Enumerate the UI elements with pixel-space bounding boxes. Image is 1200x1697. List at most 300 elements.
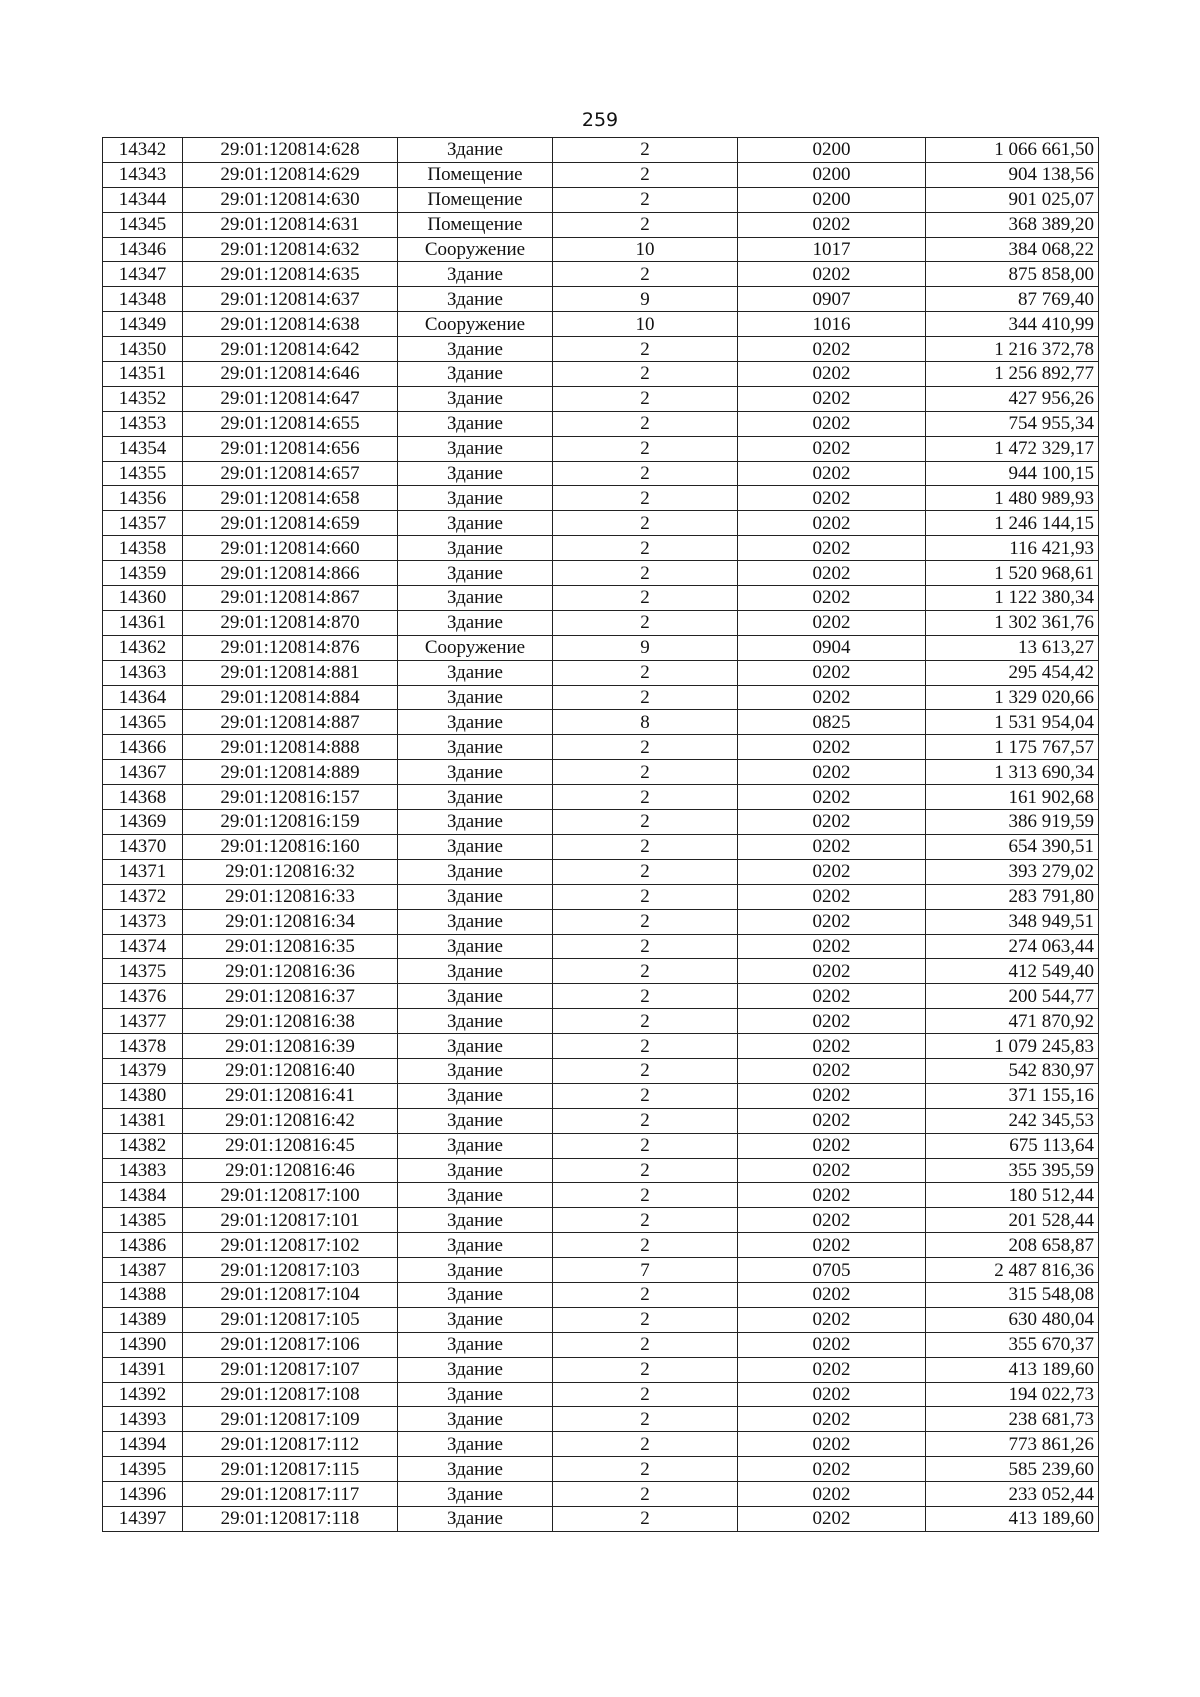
cadastral-value-cell: 904 138,56 xyxy=(926,162,1099,187)
code-cell: 0202 xyxy=(738,735,926,760)
table-row xyxy=(103,386,1099,411)
cadastral-number-cell: 29:01:120816:157 xyxy=(183,785,398,810)
cadastral-number-cell: 29:01:120814:638 xyxy=(183,312,398,337)
code-cell: 1017 xyxy=(738,237,926,262)
code-cell: 0202 xyxy=(738,834,926,859)
cadastral-value-cell: 238 681,73 xyxy=(926,1407,1099,1432)
cadastral-number-cell: 29:01:120814:876 xyxy=(183,635,398,660)
cadastral-number-cell: 29:01:120817:106 xyxy=(183,1332,398,1357)
table-row xyxy=(103,561,1099,586)
cadastral-number-cell: 29:01:120814:647 xyxy=(183,386,398,411)
object-type-cell: Здание xyxy=(398,610,553,635)
row-number-cell: 14386 xyxy=(103,1233,183,1258)
cadastral-number-cell: 29:01:120817:103 xyxy=(183,1258,398,1283)
cadastral-number-cell: 29:01:120816:159 xyxy=(183,810,398,835)
table-row xyxy=(103,237,1099,262)
row-number-cell: 14371 xyxy=(103,859,183,884)
code-cell: 0202 xyxy=(738,536,926,561)
group-cell: 2 xyxy=(553,959,738,984)
table-row xyxy=(103,312,1099,337)
object-type-cell: Здание xyxy=(398,884,553,909)
object-type-cell: Здание xyxy=(398,1108,553,1133)
object-type-cell: Здание xyxy=(398,984,553,1009)
row-number-cell: 14374 xyxy=(103,934,183,959)
group-cell: 2 xyxy=(553,660,738,685)
cadastral-value-cell: 654 390,51 xyxy=(926,834,1099,859)
table-row xyxy=(103,162,1099,187)
table-row xyxy=(103,909,1099,934)
row-number-cell: 14360 xyxy=(103,586,183,611)
cadastral-value-cell: 368 389,20 xyxy=(926,212,1099,237)
cadastral-value-cell: 242 345,53 xyxy=(926,1108,1099,1133)
cadastral-value-cell: 773 861,26 xyxy=(926,1432,1099,1457)
row-number-cell: 14369 xyxy=(103,810,183,835)
code-cell: 0202 xyxy=(738,884,926,909)
code-cell: 0202 xyxy=(738,1506,926,1531)
cadastral-value-cell: 194 022,73 xyxy=(926,1382,1099,1407)
table-row xyxy=(103,287,1099,312)
cadastral-value-cell: 875 858,00 xyxy=(926,262,1099,287)
group-cell: 2 xyxy=(553,1307,738,1332)
table-row xyxy=(103,610,1099,635)
code-cell: 0200 xyxy=(738,162,926,187)
code-cell: 0202 xyxy=(738,511,926,536)
cadastral-number-cell: 29:01:120814:628 xyxy=(183,138,398,163)
cadastral-value-cell: 393 279,02 xyxy=(926,859,1099,884)
group-cell: 2 xyxy=(553,262,738,287)
code-cell: 0202 xyxy=(738,1357,926,1382)
code-cell: 0202 xyxy=(738,1382,926,1407)
row-number-cell: 14375 xyxy=(103,959,183,984)
cadastral-value-cell: 585 239,60 xyxy=(926,1457,1099,1482)
row-number-cell: 14363 xyxy=(103,660,183,685)
cadastral-number-cell: 29:01:120817:102 xyxy=(183,1233,398,1258)
cadastral-value-cell: 355 395,59 xyxy=(926,1158,1099,1183)
cadastral-value-cell: 1 066 661,50 xyxy=(926,138,1099,163)
group-cell: 2 xyxy=(553,1382,738,1407)
group-cell: 2 xyxy=(553,1457,738,1482)
object-type-cell: Здание xyxy=(398,561,553,586)
cadastral-value-cell: 1 246 144,15 xyxy=(926,511,1099,536)
code-cell: 0202 xyxy=(738,486,926,511)
row-number-cell: 14346 xyxy=(103,237,183,262)
table-row xyxy=(103,1357,1099,1382)
row-number-cell: 14366 xyxy=(103,735,183,760)
group-cell: 2 xyxy=(553,1357,738,1382)
group-cell: 2 xyxy=(553,610,738,635)
table-row xyxy=(103,1208,1099,1233)
object-type-cell: Здание xyxy=(398,1233,553,1258)
cadastral-number-cell: 29:01:120816:34 xyxy=(183,909,398,934)
code-cell: 0202 xyxy=(738,685,926,710)
cadastral-value-cell: 233 052,44 xyxy=(926,1482,1099,1507)
group-cell: 2 xyxy=(553,212,738,237)
table-row xyxy=(103,511,1099,536)
code-cell: 0202 xyxy=(738,1009,926,1034)
object-type-cell: Здание xyxy=(398,1482,553,1507)
row-number-cell: 14378 xyxy=(103,1034,183,1059)
row-number-cell: 14393 xyxy=(103,1407,183,1432)
table-row xyxy=(103,1083,1099,1108)
cadastral-number-cell: 29:01:120814:632 xyxy=(183,237,398,262)
table-row xyxy=(103,1009,1099,1034)
group-cell: 2 xyxy=(553,834,738,859)
cadastral-value-cell: 427 956,26 xyxy=(926,386,1099,411)
table-row xyxy=(103,1158,1099,1183)
table-row xyxy=(103,486,1099,511)
table-row xyxy=(103,635,1099,660)
table-row xyxy=(103,760,1099,785)
cadastral-value-cell: 355 670,37 xyxy=(926,1332,1099,1357)
cadastral-number-cell: 29:01:120817:100 xyxy=(183,1183,398,1208)
row-number-cell: 14383 xyxy=(103,1158,183,1183)
cadastral-value-cell: 87 769,40 xyxy=(926,287,1099,312)
group-cell: 2 xyxy=(553,1407,738,1432)
cadastral-number-cell: 29:01:120816:38 xyxy=(183,1009,398,1034)
object-type-cell: Здание xyxy=(398,1009,553,1034)
cadastral-number-cell: 29:01:120816:40 xyxy=(183,1058,398,1083)
cadastral-value-cell: 348 949,51 xyxy=(926,909,1099,934)
cadastral-number-cell: 29:01:120814:656 xyxy=(183,436,398,461)
table-row xyxy=(103,536,1099,561)
row-number-cell: 14377 xyxy=(103,1009,183,1034)
table-row xyxy=(103,1332,1099,1357)
group-cell: 2 xyxy=(553,162,738,187)
cadastral-number-cell: 29:01:120814:867 xyxy=(183,586,398,611)
cadastral-value-cell: 344 410,99 xyxy=(926,312,1099,337)
row-number-cell: 14394 xyxy=(103,1432,183,1457)
group-cell: 2 xyxy=(553,1233,738,1258)
group-cell: 8 xyxy=(553,710,738,735)
cadastral-value-table xyxy=(102,137,1099,1532)
cadastral-number-cell: 29:01:120814:659 xyxy=(183,511,398,536)
code-cell: 0202 xyxy=(738,1158,926,1183)
row-number-cell: 14358 xyxy=(103,536,183,561)
code-cell: 0202 xyxy=(738,362,926,387)
cadastral-number-cell: 29:01:120814:884 xyxy=(183,685,398,710)
object-type-cell: Здание xyxy=(398,1183,553,1208)
table-row xyxy=(103,586,1099,611)
object-type-cell: Здание xyxy=(398,1083,553,1108)
cadastral-value-cell: 384 068,22 xyxy=(926,237,1099,262)
cadastral-value-cell: 413 189,60 xyxy=(926,1357,1099,1382)
cadastral-value-cell: 1 079 245,83 xyxy=(926,1034,1099,1059)
object-type-cell: Здание xyxy=(398,1282,553,1307)
group-cell: 2 xyxy=(553,1482,738,1507)
group-cell: 2 xyxy=(553,934,738,959)
row-number-cell: 14379 xyxy=(103,1058,183,1083)
cadastral-number-cell: 29:01:120814:658 xyxy=(183,486,398,511)
row-number-cell: 14357 xyxy=(103,511,183,536)
table-row xyxy=(103,735,1099,760)
object-type-cell: Здание xyxy=(398,1382,553,1407)
object-type-cell: Здание xyxy=(398,810,553,835)
cadastral-value-cell: 754 955,34 xyxy=(926,411,1099,436)
object-type-cell: Сооружение xyxy=(398,237,553,262)
cadastral-value-cell: 200 544,77 xyxy=(926,984,1099,1009)
cadastral-value-cell: 412 549,40 xyxy=(926,959,1099,984)
table-row xyxy=(103,1482,1099,1507)
cadastral-number-cell: 29:01:120817:109 xyxy=(183,1407,398,1432)
table-row xyxy=(103,810,1099,835)
row-number-cell: 14389 xyxy=(103,1307,183,1332)
cadastral-value-cell: 274 063,44 xyxy=(926,934,1099,959)
table-row xyxy=(103,436,1099,461)
row-number-cell: 14380 xyxy=(103,1083,183,1108)
cadastral-value-cell: 283 791,80 xyxy=(926,884,1099,909)
row-number-cell: 14350 xyxy=(103,337,183,362)
code-cell: 0202 xyxy=(738,1108,926,1133)
code-cell: 0202 xyxy=(738,1332,926,1357)
cadastral-number-cell: 29:01:120816:33 xyxy=(183,884,398,909)
group-cell: 10 xyxy=(553,312,738,337)
group-cell: 2 xyxy=(553,461,738,486)
table-row xyxy=(103,1506,1099,1531)
object-type-cell: Здание xyxy=(398,287,553,312)
cadastral-number-cell: 29:01:120814:657 xyxy=(183,461,398,486)
table-row xyxy=(103,685,1099,710)
cadastral-number-cell: 29:01:120817:112 xyxy=(183,1432,398,1457)
object-type-cell: Здание xyxy=(398,1258,553,1283)
cadastral-value-cell: 413 189,60 xyxy=(926,1506,1099,1531)
row-number-cell: 14390 xyxy=(103,1332,183,1357)
row-number-cell: 14365 xyxy=(103,710,183,735)
table-row xyxy=(103,1183,1099,1208)
group-cell: 2 xyxy=(553,386,738,411)
row-number-cell: 14364 xyxy=(103,685,183,710)
group-cell: 2 xyxy=(553,1208,738,1233)
group-cell: 2 xyxy=(553,586,738,611)
row-number-cell: 14392 xyxy=(103,1382,183,1407)
cadastral-number-cell: 29:01:120814:866 xyxy=(183,561,398,586)
table-row xyxy=(103,187,1099,212)
code-cell: 0202 xyxy=(738,1083,926,1108)
table-row xyxy=(103,212,1099,237)
row-number-cell: 14343 xyxy=(103,162,183,187)
group-cell: 2 xyxy=(553,1183,738,1208)
code-cell: 0907 xyxy=(738,287,926,312)
cadastral-value-cell: 208 658,87 xyxy=(926,1233,1099,1258)
table-row xyxy=(103,337,1099,362)
group-cell: 2 xyxy=(553,884,738,909)
object-type-cell: Здание xyxy=(398,859,553,884)
cadastral-value-cell: 161 902,68 xyxy=(926,785,1099,810)
object-type-cell: Здание xyxy=(398,735,553,760)
table-row xyxy=(103,262,1099,287)
object-type-cell: Здание xyxy=(398,710,553,735)
cadastral-number-cell: 29:01:120814:655 xyxy=(183,411,398,436)
row-number-cell: 14348 xyxy=(103,287,183,312)
code-cell: 0202 xyxy=(738,610,926,635)
object-type-cell: Помещение xyxy=(398,187,553,212)
group-cell: 2 xyxy=(553,909,738,934)
cadastral-number-cell: 29:01:120816:37 xyxy=(183,984,398,1009)
cadastral-value-cell: 1 520 968,61 xyxy=(926,561,1099,586)
group-cell: 2 xyxy=(553,561,738,586)
group-cell: 2 xyxy=(553,1332,738,1357)
group-cell: 10 xyxy=(553,237,738,262)
code-cell: 0202 xyxy=(738,1133,926,1158)
group-cell: 2 xyxy=(553,1083,738,1108)
object-type-cell: Здание xyxy=(398,138,553,163)
group-cell: 2 xyxy=(553,1432,738,1457)
table-row xyxy=(103,710,1099,735)
code-cell: 0202 xyxy=(738,785,926,810)
cadastral-number-cell: 29:01:120816:32 xyxy=(183,859,398,884)
object-type-cell: Здание xyxy=(398,536,553,561)
cadastral-number-cell: 29:01:120814:660 xyxy=(183,536,398,561)
code-cell: 0202 xyxy=(738,1457,926,1482)
cadastral-value-cell: 1 313 690,34 xyxy=(926,760,1099,785)
object-type-cell: Здание xyxy=(398,1307,553,1332)
cadastral-value-cell: 630 480,04 xyxy=(926,1307,1099,1332)
row-number-cell: 14351 xyxy=(103,362,183,387)
row-number-cell: 14382 xyxy=(103,1133,183,1158)
row-number-cell: 14349 xyxy=(103,312,183,337)
group-cell: 2 xyxy=(553,984,738,1009)
group-cell: 2 xyxy=(553,1108,738,1133)
group-cell: 2 xyxy=(553,436,738,461)
group-cell: 9 xyxy=(553,287,738,312)
row-number-cell: 14391 xyxy=(103,1357,183,1382)
table-row xyxy=(103,1034,1099,1059)
cadastral-number-cell: 29:01:120817:105 xyxy=(183,1307,398,1332)
cadastral-value-cell: 201 528,44 xyxy=(926,1208,1099,1233)
row-number-cell: 14387 xyxy=(103,1258,183,1283)
row-number-cell: 14342 xyxy=(103,138,183,163)
table-row xyxy=(103,959,1099,984)
cadastral-number-cell: 29:01:120817:107 xyxy=(183,1357,398,1382)
code-cell: 0202 xyxy=(738,1208,926,1233)
object-type-cell: Здание xyxy=(398,486,553,511)
cadastral-number-cell: 29:01:120814:631 xyxy=(183,212,398,237)
object-type-cell: Здание xyxy=(398,1158,553,1183)
object-type-cell: Здание xyxy=(398,436,553,461)
row-number-cell: 14372 xyxy=(103,884,183,909)
table-row xyxy=(103,461,1099,486)
object-type-cell: Здание xyxy=(398,1133,553,1158)
cadastral-number-cell: 29:01:120817:101 xyxy=(183,1208,398,1233)
cadastral-value-cell: 315 548,08 xyxy=(926,1282,1099,1307)
object-type-cell: Здание xyxy=(398,511,553,536)
object-type-cell: Здание xyxy=(398,1407,553,1432)
code-cell: 0202 xyxy=(738,262,926,287)
table-row xyxy=(103,1233,1099,1258)
row-number-cell: 14367 xyxy=(103,760,183,785)
cadastral-value-cell: 116 421,93 xyxy=(926,536,1099,561)
cadastral-number-cell: 29:01:120817:104 xyxy=(183,1282,398,1307)
group-cell: 2 xyxy=(553,138,738,163)
group-cell: 2 xyxy=(553,187,738,212)
code-cell: 0202 xyxy=(738,1407,926,1432)
table-row xyxy=(103,1432,1099,1457)
code-cell: 0825 xyxy=(738,710,926,735)
row-number-cell: 14354 xyxy=(103,436,183,461)
code-cell: 0200 xyxy=(738,138,926,163)
row-number-cell: 14385 xyxy=(103,1208,183,1233)
group-cell: 2 xyxy=(553,735,738,760)
code-cell: 0202 xyxy=(738,859,926,884)
group-cell: 2 xyxy=(553,1282,738,1307)
group-cell: 2 xyxy=(553,1034,738,1059)
group-cell: 2 xyxy=(553,685,738,710)
cadastral-value-cell: 1 302 361,76 xyxy=(926,610,1099,635)
table-row xyxy=(103,1058,1099,1083)
code-cell: 0202 xyxy=(738,1432,926,1457)
row-number-cell: 14353 xyxy=(103,411,183,436)
row-number-cell: 14344 xyxy=(103,187,183,212)
object-type-cell: Здание xyxy=(398,685,553,710)
cadastral-number-cell: 29:01:120814:881 xyxy=(183,660,398,685)
cadastral-number-cell: 29:01:120816:46 xyxy=(183,1158,398,1183)
row-number-cell: 14352 xyxy=(103,386,183,411)
cadastral-value-cell: 1 531 954,04 xyxy=(926,710,1099,735)
object-type-cell: Здание xyxy=(398,262,553,287)
row-number-cell: 14373 xyxy=(103,909,183,934)
group-cell: 2 xyxy=(553,411,738,436)
object-type-cell: Здание xyxy=(398,1208,553,1233)
object-type-cell: Здание xyxy=(398,785,553,810)
row-number-cell: 14361 xyxy=(103,610,183,635)
cadastral-number-cell: 29:01:120816:45 xyxy=(183,1133,398,1158)
cadastral-number-cell: 29:01:120814:635 xyxy=(183,262,398,287)
code-cell: 0202 xyxy=(738,934,926,959)
group-cell: 2 xyxy=(553,859,738,884)
table-row xyxy=(103,138,1099,163)
code-cell: 0202 xyxy=(738,909,926,934)
group-cell: 2 xyxy=(553,1058,738,1083)
page-number: 259 xyxy=(581,109,619,131)
table-row xyxy=(103,362,1099,387)
table-row xyxy=(103,1282,1099,1307)
cadastral-value-cell: 901 025,07 xyxy=(926,187,1099,212)
code-cell: 0202 xyxy=(738,959,926,984)
object-type-cell: Сооружение xyxy=(398,635,553,660)
code-cell: 0202 xyxy=(738,660,926,685)
cadastral-value-cell: 13 613,27 xyxy=(926,635,1099,660)
row-number-cell: 14396 xyxy=(103,1482,183,1507)
object-type-cell: Здание xyxy=(398,1058,553,1083)
group-cell: 2 xyxy=(553,1158,738,1183)
code-cell: 1016 xyxy=(738,312,926,337)
cadastral-value-cell: 1 122 380,34 xyxy=(926,586,1099,611)
row-number-cell: 14388 xyxy=(103,1282,183,1307)
table-row xyxy=(103,411,1099,436)
object-type-cell: Здание xyxy=(398,1034,553,1059)
table-row xyxy=(103,785,1099,810)
cadastral-number-cell: 29:01:120814:646 xyxy=(183,362,398,387)
cadastral-number-cell: 29:01:120814:642 xyxy=(183,337,398,362)
table-row xyxy=(103,1258,1099,1283)
row-number-cell: 14355 xyxy=(103,461,183,486)
code-cell: 0202 xyxy=(738,1307,926,1332)
code-cell: 0202 xyxy=(738,411,926,436)
table-row xyxy=(103,984,1099,1009)
cadastral-value-cell: 1 216 372,78 xyxy=(926,337,1099,362)
code-cell: 0202 xyxy=(738,810,926,835)
cadastral-value-cell: 180 512,44 xyxy=(926,1183,1099,1208)
code-cell: 0202 xyxy=(738,386,926,411)
object-type-cell: Сооружение xyxy=(398,312,553,337)
table-body xyxy=(103,138,1099,1532)
object-type-cell: Здание xyxy=(398,660,553,685)
object-type-cell: Здание xyxy=(398,1432,553,1457)
table-row xyxy=(103,1457,1099,1482)
table-row xyxy=(103,1307,1099,1332)
group-cell: 2 xyxy=(553,785,738,810)
object-type-cell: Здание xyxy=(398,461,553,486)
object-type-cell: Здание xyxy=(398,760,553,785)
